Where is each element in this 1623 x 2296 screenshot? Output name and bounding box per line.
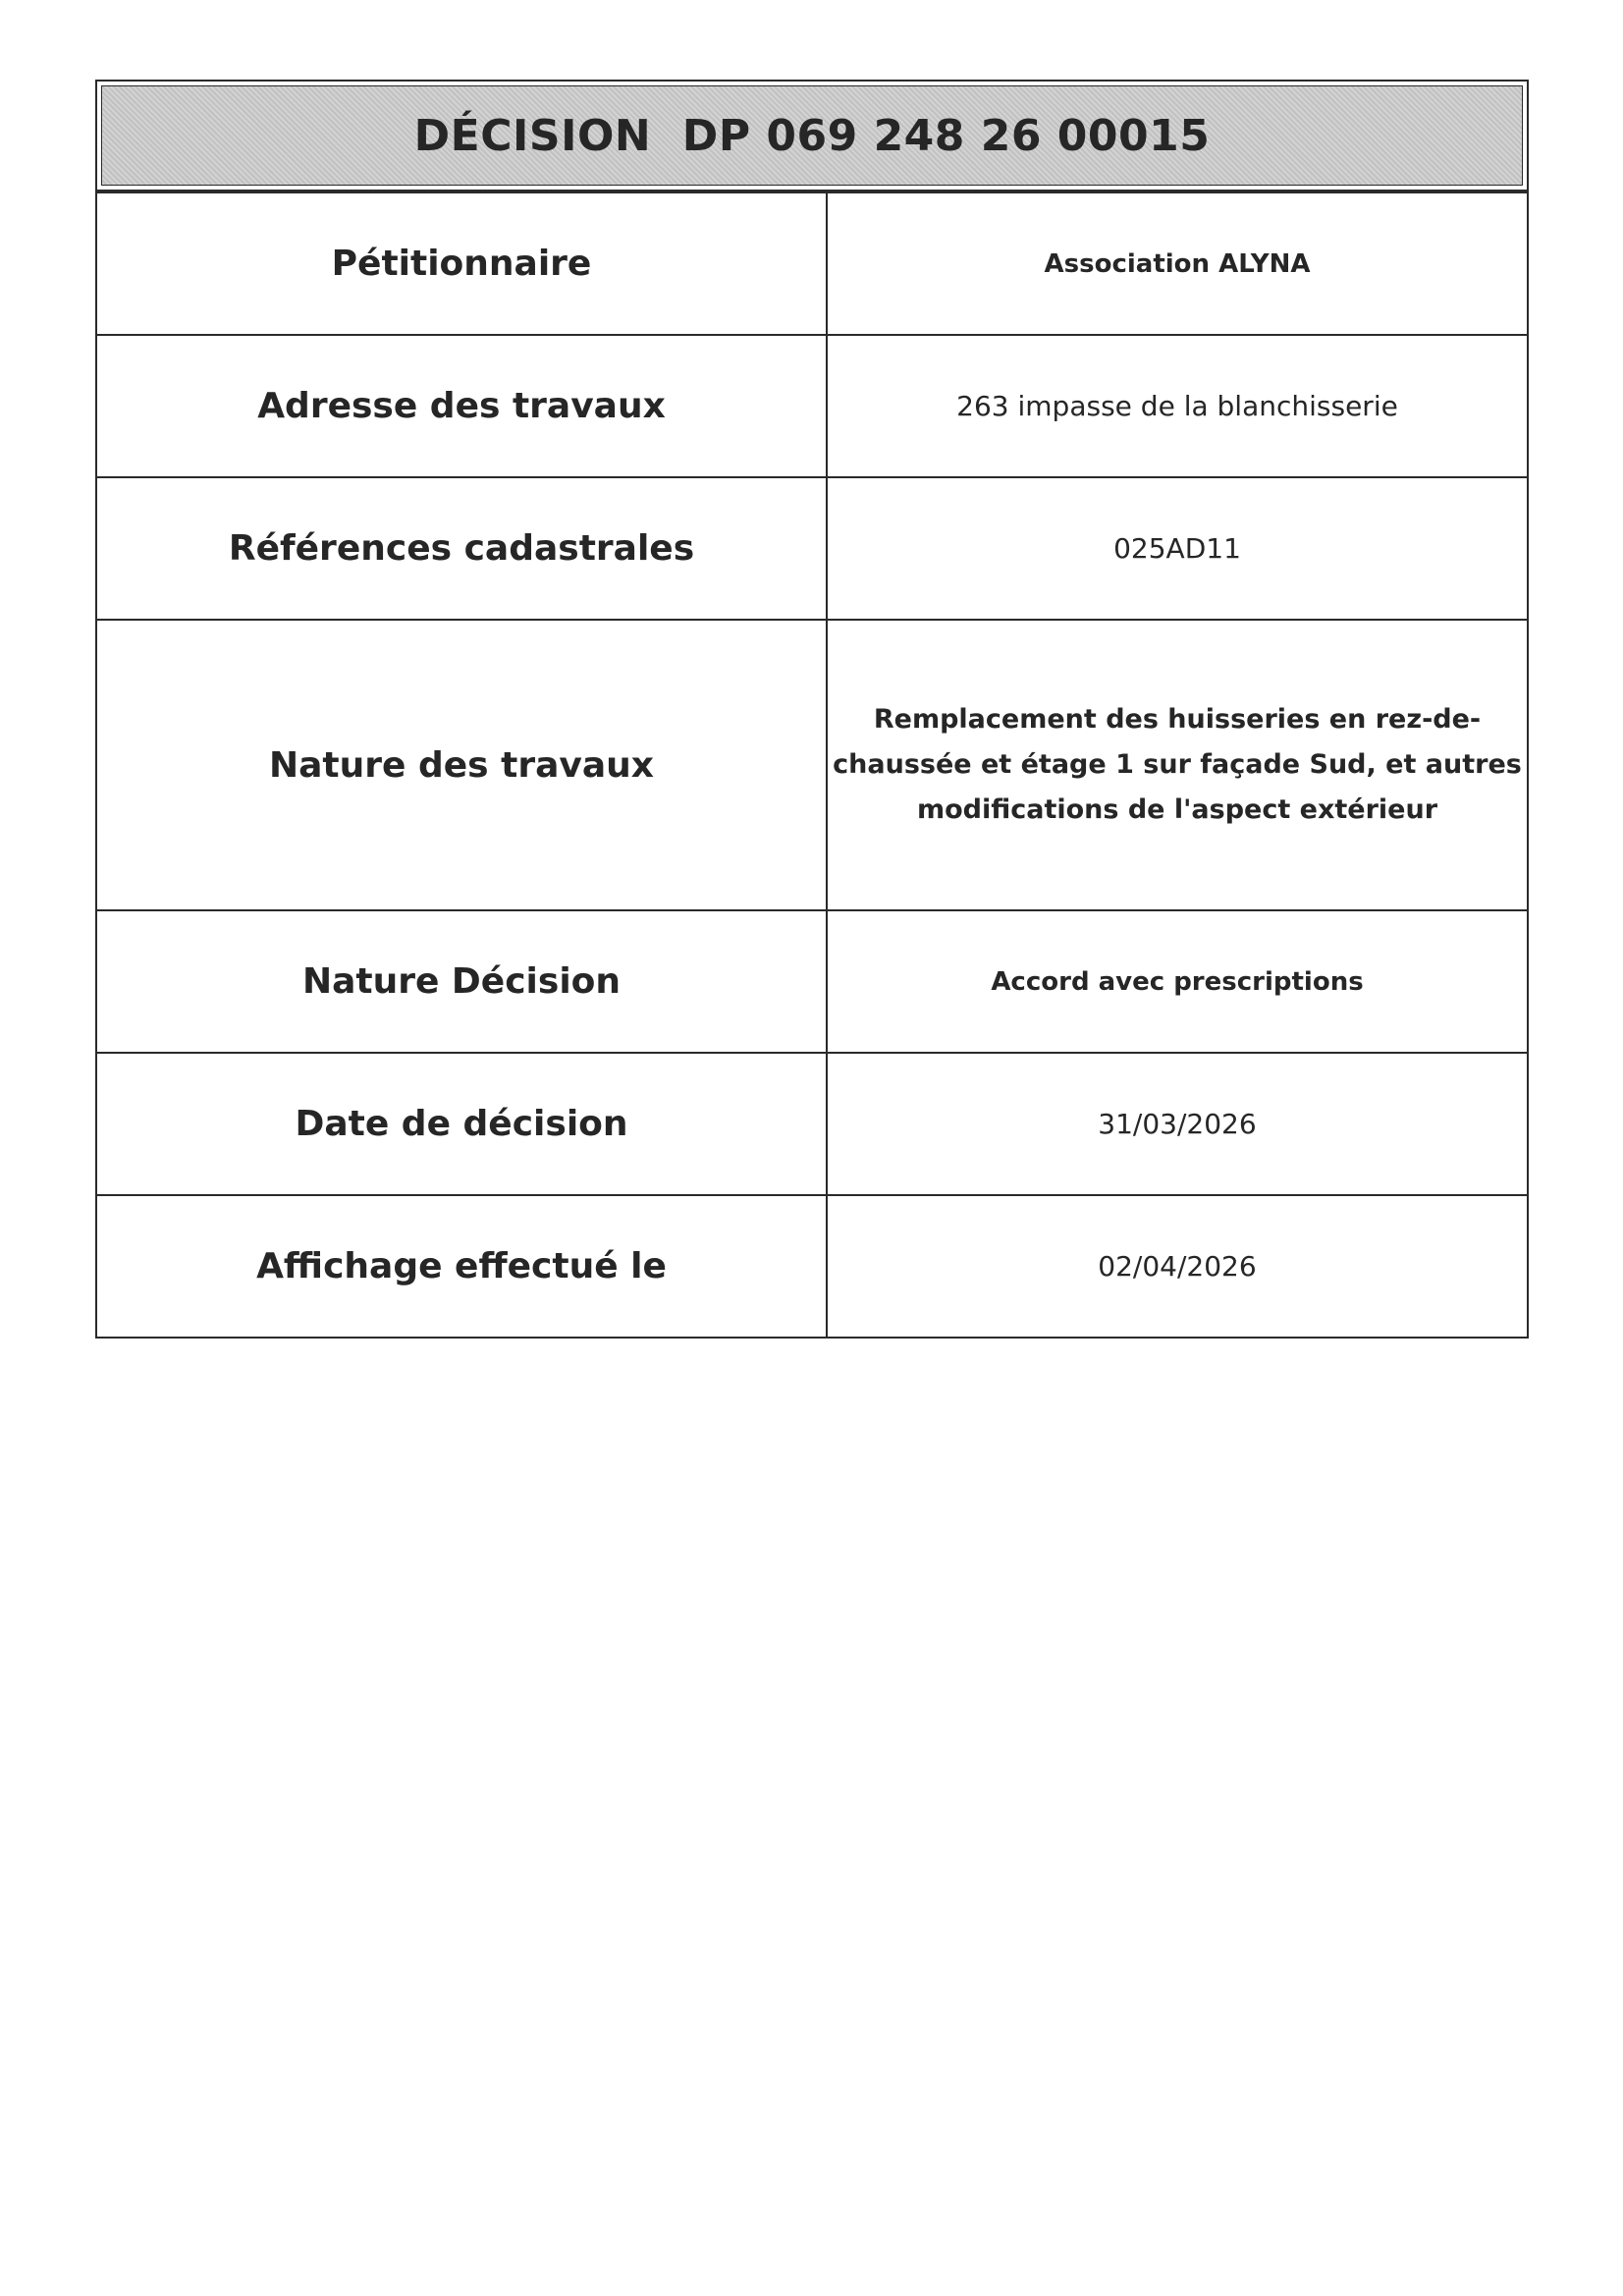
label-adresse-travaux: Adresse des travaux (96, 335, 827, 477)
row-nature-decision (96, 910, 1528, 1053)
value-adresse-travaux: 263 impasse de la blanchisserie (827, 335, 1528, 477)
label-petitionnaire: Pétitionnaire (96, 192, 827, 335)
row-adresse-travaux (96, 335, 1528, 477)
label-nature-decision: Nature Décision (96, 910, 827, 1053)
label-affichage: Affichage effectué le (96, 1195, 827, 1338)
value-nature-decision: Accord avec prescriptions (827, 910, 1528, 1053)
value-nature-travaux: Remplacement des huisseries en rez-de-chaussée et étage 1 sur façade Sud, et autres modifications de l'aspect extérieur (827, 620, 1528, 910)
row-nature-travaux (96, 620, 1528, 910)
decision-title-inner (101, 85, 1523, 186)
value-references-cadastrales: 025AD11 (827, 477, 1528, 620)
label-date-decision: Date de décision (96, 1053, 827, 1195)
decision-title-banner (95, 80, 1529, 191)
label-references-cadastrales: Références cadastrales (96, 477, 827, 620)
row-date-decision (96, 1053, 1528, 1195)
row-petitionnaire (96, 192, 1528, 335)
value-affichage: 02/04/2026 (827, 1195, 1528, 1338)
decision-title: DÉCISION DP 069 248 26 00015 (413, 110, 1211, 161)
row-references-cadastrales (96, 477, 1528, 620)
value-date-decision: 31/03/2026 (827, 1053, 1528, 1195)
value-petitionnaire: Association ALYNA (827, 192, 1528, 335)
label-nature-travaux: Nature des travaux (96, 620, 827, 910)
decision-details-table (95, 191, 1529, 1339)
row-affichage (96, 1195, 1528, 1338)
